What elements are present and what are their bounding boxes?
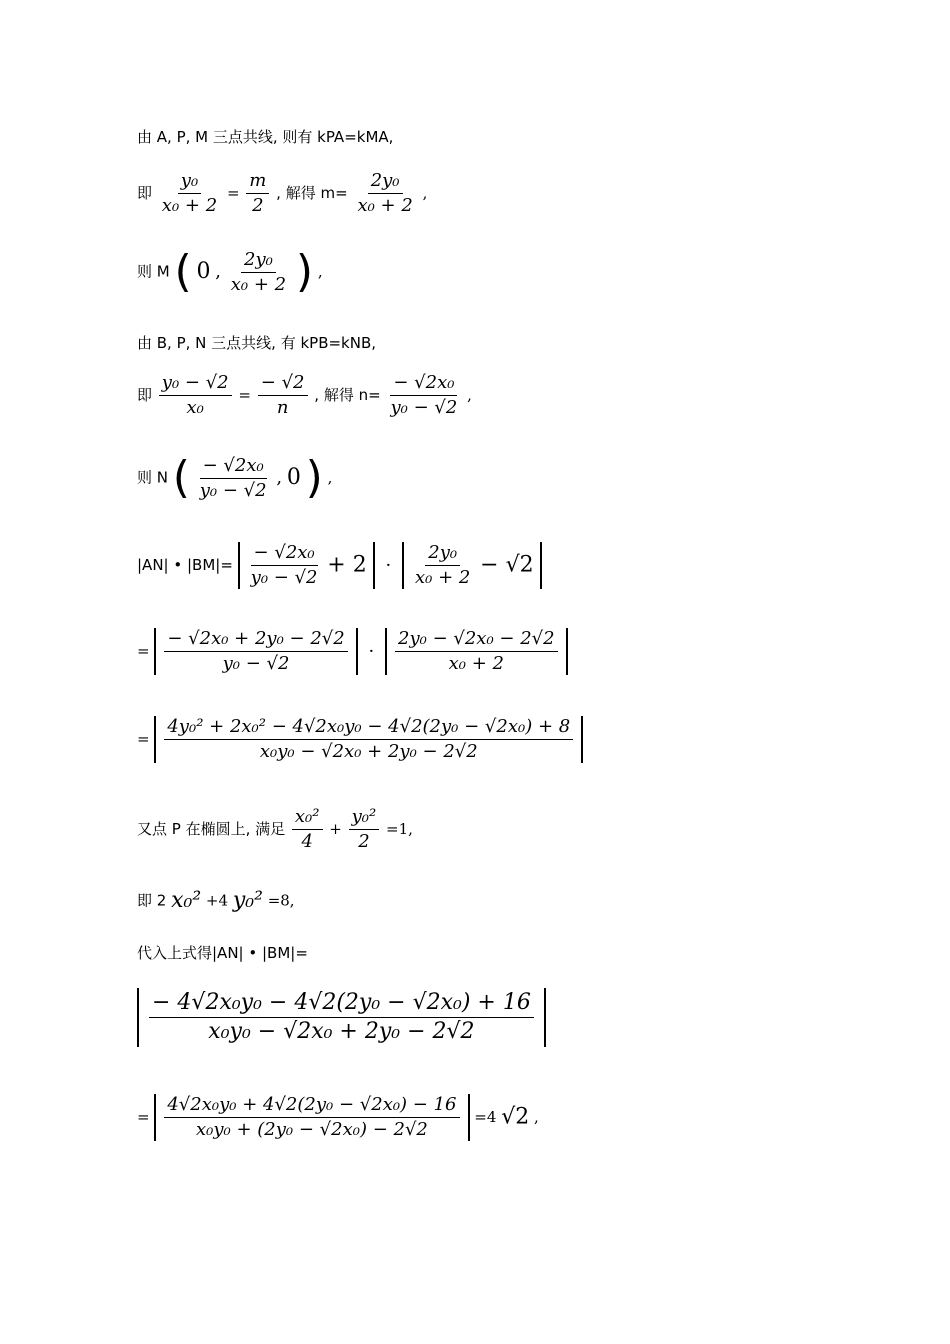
fraction xyxy=(354,172,415,215)
absolute-value xyxy=(385,628,568,675)
numerator: − √2x₀ xyxy=(200,457,267,479)
equals-sign: = xyxy=(238,386,251,404)
denominator: x₀ + 2 xyxy=(230,273,287,295)
equation-product-2 xyxy=(137,628,568,675)
numerator: y₀ xyxy=(178,172,201,194)
denominator: x₀ + 2 xyxy=(415,567,471,588)
fraction xyxy=(258,374,308,417)
numerator: 4y₀² + 2x₀² − 4√2x₀y₀ − 4√2(2y₀ − √2x₀) + 8 xyxy=(164,718,573,740)
text-substitute: 代入上式得|AN| • |BM|= xyxy=(137,944,308,962)
numerator: x₀² xyxy=(292,808,323,830)
text-prefix: 即 2 xyxy=(137,891,167,910)
numerator: − √2x₀ + 2y₀ − 2√2 xyxy=(164,630,347,652)
zero: 0 xyxy=(286,465,301,490)
denominator: x₀ + 2 xyxy=(161,195,218,216)
text-solve-n: , 解得 n= xyxy=(314,386,381,404)
text-line-collinear-apm: 由 A, P, M 三点共线, 则有 kPA=kMA, xyxy=(137,128,394,146)
absolute-value xyxy=(402,542,542,589)
numerator: − √2x₀ xyxy=(251,544,318,566)
y-squared: y₀² xyxy=(232,888,263,913)
text-solve-m: , 解得 m= xyxy=(276,184,348,202)
term: − √2 xyxy=(480,552,534,578)
text-prefix: 即 xyxy=(137,386,153,404)
denominator: x₀ + 2 xyxy=(357,195,413,216)
plus-four: +4 xyxy=(205,891,229,910)
denominator: y₀ − √2 xyxy=(199,479,267,501)
fraction xyxy=(164,630,347,673)
equals-four: =4 xyxy=(474,1108,497,1126)
denominator: x₀y₀ + (2y₀ − √2x₀) − 2√2 xyxy=(196,1119,428,1140)
equation-result xyxy=(137,1094,539,1141)
numerator: − 4√2x₀y₀ − 4√2(2y₀ − √2x₀) + 16 xyxy=(149,992,534,1018)
numerator: 2y₀ − √2x₀ − 2√2 xyxy=(395,630,558,652)
equation-product-3 xyxy=(137,716,583,763)
fraction xyxy=(412,544,473,587)
numerator: m xyxy=(246,172,269,194)
left-paren: ( xyxy=(174,246,192,297)
comma: , xyxy=(422,184,428,202)
fraction xyxy=(395,630,558,673)
fraction xyxy=(349,808,380,851)
left-paren: ( xyxy=(172,452,190,503)
absolute-value xyxy=(137,988,546,1047)
equals-one: =1, xyxy=(386,820,413,838)
equals-sign: = xyxy=(137,730,150,748)
term: + 2 xyxy=(327,552,367,578)
equation-point-m xyxy=(137,246,323,297)
fraction xyxy=(159,374,232,417)
fraction xyxy=(164,718,573,761)
text-line-collinear-bpn: 由 B, P, N 三点共线, 有 kPB=kNB, xyxy=(137,334,377,352)
fraction xyxy=(387,374,460,417)
right-paren: ) xyxy=(305,452,323,503)
denominator: 4 xyxy=(301,831,313,852)
numerator: y₀² xyxy=(349,808,380,830)
absolute-value xyxy=(238,542,375,589)
numerator: 2y₀ xyxy=(241,251,276,273)
multiply-dot: · xyxy=(368,640,375,662)
comma: , xyxy=(276,467,283,488)
equation-product-1 xyxy=(137,542,542,589)
text-prefix: 即 xyxy=(137,184,153,202)
zero: 0 xyxy=(196,259,211,284)
comma: , xyxy=(317,262,323,281)
numerator: − √2x₀ xyxy=(390,374,457,396)
equation-substituted xyxy=(137,988,546,1047)
equation-slope-n xyxy=(137,374,472,417)
equation-ellipse-simplified xyxy=(137,890,295,912)
equals-sign: = xyxy=(226,184,240,202)
comma: , xyxy=(327,468,333,487)
equation-point-n xyxy=(137,452,333,503)
numerator: y₀ − √2 xyxy=(159,374,232,396)
fraction xyxy=(228,248,289,295)
denominator: y₀ − √2 xyxy=(250,567,318,588)
denominator: 2 xyxy=(252,195,264,216)
equals-sign: = xyxy=(137,1108,150,1126)
fraction xyxy=(149,992,534,1043)
fraction xyxy=(292,808,323,851)
equals-eight: =8, xyxy=(267,891,295,910)
text-prefix: 则 M xyxy=(137,262,170,281)
equals-sign: = xyxy=(137,642,150,660)
fraction xyxy=(164,1096,459,1139)
right-paren: ) xyxy=(295,246,314,297)
absolute-value xyxy=(154,716,583,763)
absolute-value xyxy=(154,1094,469,1141)
denominator: 2 xyxy=(358,831,370,852)
absolute-value xyxy=(154,628,357,675)
denominator: x₀y₀ − √2x₀ + 2y₀ − 2√2 xyxy=(208,1019,475,1044)
denominator: y₀ − √2 xyxy=(390,397,458,418)
comma: , xyxy=(467,386,472,404)
equation-ellipse xyxy=(137,808,413,851)
fraction xyxy=(159,172,220,215)
multiply-dot: · xyxy=(385,554,392,576)
text-prefix: 又点 P 在椭圆上, 满足 xyxy=(137,820,286,838)
numerator: 2y₀ xyxy=(425,544,460,566)
comma: , xyxy=(534,1108,539,1126)
denominator: x₀y₀ − √2x₀ + 2y₀ − 2√2 xyxy=(259,741,478,762)
denominator: x₀ xyxy=(186,397,204,418)
numerator: − √2 xyxy=(258,374,308,396)
text-prefix: 则 N xyxy=(137,468,168,487)
text-prefix: |AN| • |BM|= xyxy=(137,556,233,574)
denominator: y₀ − √2 xyxy=(222,653,290,674)
numerator: 2y₀ xyxy=(368,172,403,194)
sqrt-two: √2 xyxy=(501,1104,530,1130)
numerator: 4√2x₀y₀ + 4√2(2y₀ − √2x₀) − 16 xyxy=(164,1096,459,1118)
comma: , xyxy=(215,261,221,282)
fraction xyxy=(246,172,269,215)
denominator: x₀ + 2 xyxy=(448,653,504,674)
fraction xyxy=(248,544,321,587)
plus-sign: + xyxy=(329,820,342,838)
equation-slope-m xyxy=(137,172,427,215)
fraction xyxy=(197,454,270,501)
denominator: n xyxy=(276,397,289,418)
x-squared: x₀² xyxy=(171,888,202,913)
